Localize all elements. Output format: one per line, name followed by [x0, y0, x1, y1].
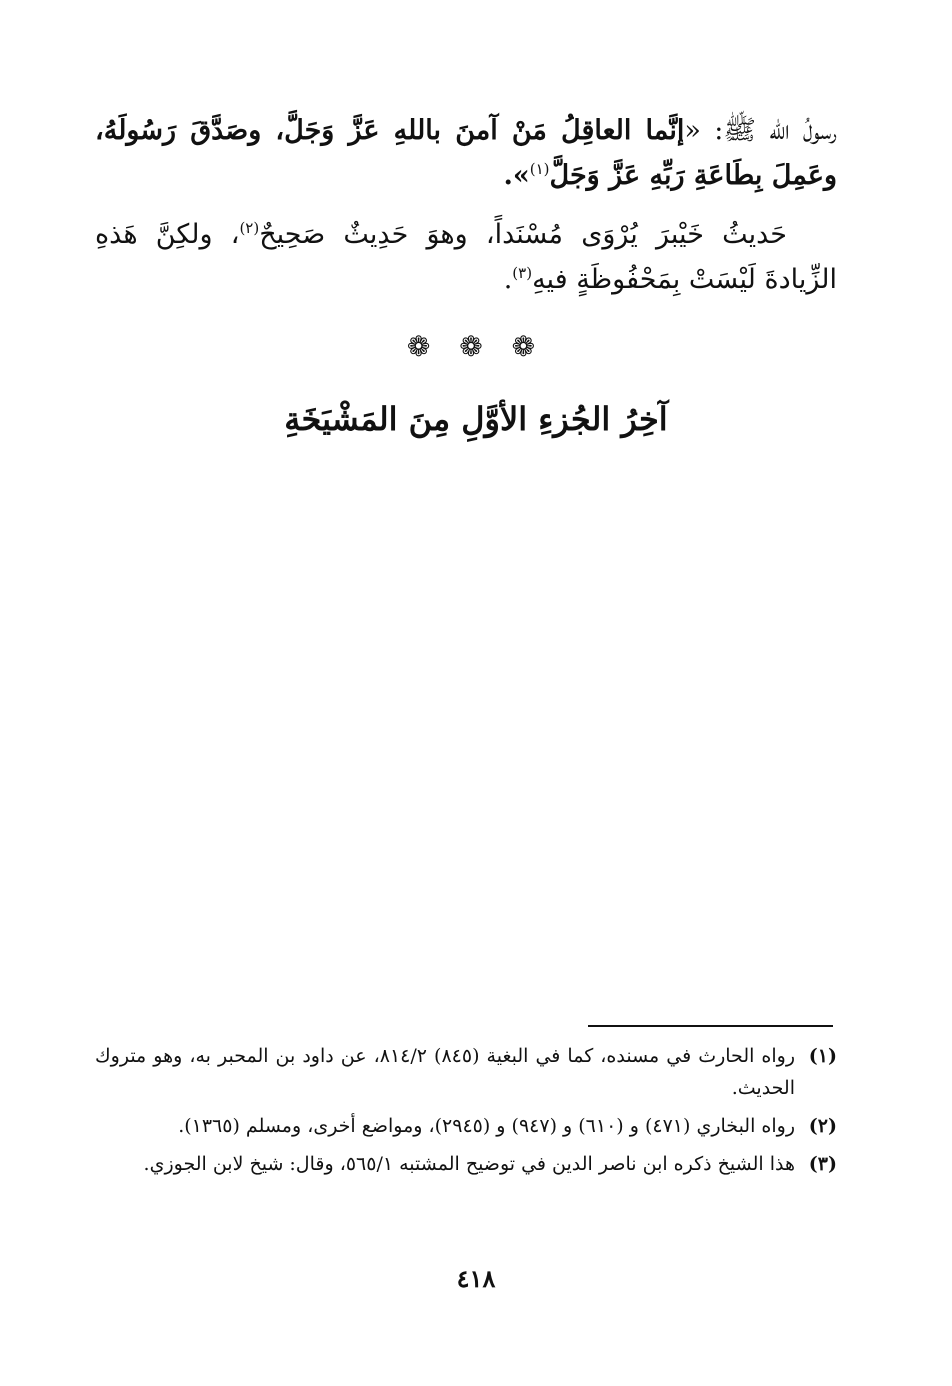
footnotes — [95, 1040, 837, 1186]
grading-text-part1: حَديثُ خَيْبرَ يُرْوَى مُسْنَداً، وهوَ حَدِيثٌ صَحِيحٌ — [259, 219, 787, 250]
paragraph-hadith — [95, 108, 837, 198]
footnote-text: هذا الشيخ ذكره ابن ناصر الدين في توضيح المشتبه ٥٦٥/١، وقال: شيخ لابن الجوزي. — [143, 1153, 795, 1175]
ornament-separator-icon: ❁ ❁ ❁ — [406, 330, 546, 363]
footnote-item-2 — [95, 1110, 837, 1142]
footnote-number: (٢) — [808, 1115, 837, 1137]
footnote-item-1 — [95, 1040, 837, 1104]
footnote-number: (١) — [808, 1045, 837, 1067]
footnote-ref-1[interactable]: (١) — [529, 160, 550, 178]
hadith-intro: رسولُ الله ﷺ: « — [684, 115, 837, 146]
paragraph-grading — [95, 212, 837, 302]
grading-text-part2: ، ولكِنَّ هَذهِ الزِّيادةَ لَيْسَتْ بِمَحْفُوظَةٍ فيهِ — [95, 219, 837, 295]
footnote-ref-3[interactable]: (٣) — [512, 264, 533, 282]
footnote-divider — [588, 1025, 833, 1027]
grading-text-end: . — [503, 264, 513, 295]
footnote-ref-2[interactable]: (٢) — [239, 219, 260, 237]
footnote-text: رواه الحارث في مسنده، كما في البغية (٨٤٥) ٨١٤/٢، عن داود بن المحبر به، وهو متروك الحديث. — [95, 1045, 796, 1099]
footnote-item-3 — [95, 1148, 837, 1180]
main-text — [95, 108, 837, 316]
page-number: ٤١٨ — [456, 1264, 496, 1293]
section-end-title: آخِرُ الجُزءِ الأوَّلِ مِنَ المَشْيَخَةِ — [284, 400, 668, 438]
hadith-closing: ». — [503, 160, 530, 191]
footnote-text: رواه البخاري (٤٧١) و (٦١٠) و (٩٤٧) و (٢٩٤٥)، ومواضع أخرى، ومسلم (١٣٦٥). — [178, 1115, 795, 1137]
footnote-number: (٣) — [808, 1153, 837, 1175]
hadith-quote: إنَّما العاقِلُ مَنْ آمنَ باللهِ عَزَّ وَجَلَّ، وصَدَّقَ رَسُولَهُ، وعَمِلَ بِطَاعَةِ رَبِّهِ عَزَّ وَجَلَّ — [95, 115, 837, 191]
